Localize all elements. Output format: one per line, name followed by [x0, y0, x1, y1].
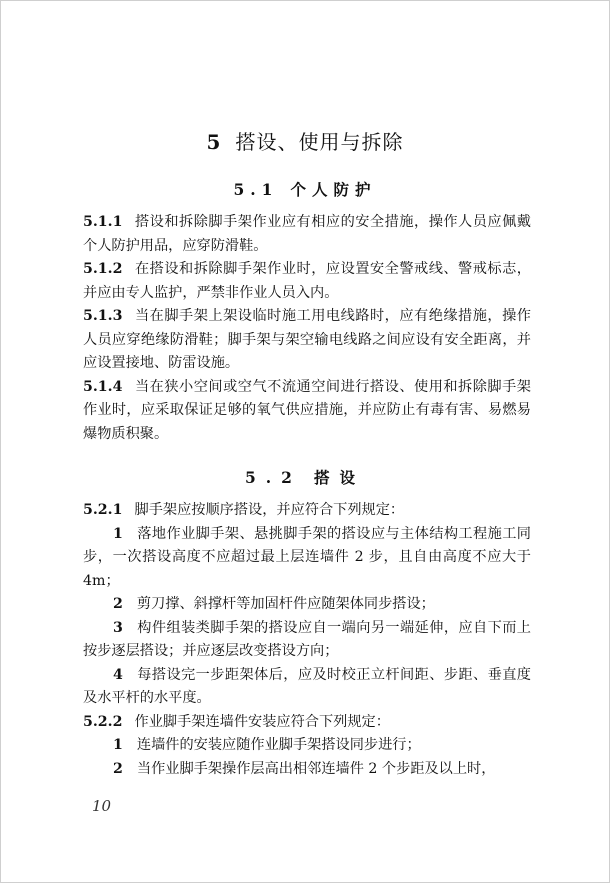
clause [83, 305, 531, 376]
clause-number: 5.2.2 [83, 713, 123, 730]
clause-text: 作业脚手架连墙件安装应符合下列规定： [134, 713, 390, 730]
item-text: 每搭设完一步距架体后，应及时校正立杆间距、步距、垂直度及水平杆的水平度。 [83, 666, 531, 706]
clause-text: 当在狭小空间或空气不流通空间进行搭设、使用和拆除脚手架作业时，应采取保证足够的氧气供应措施，并应防止有毒有害、易燃易爆物质积聚。 [83, 378, 531, 442]
section-body [83, 211, 531, 446]
list-item [83, 523, 531, 594]
section-title-text: 个人防护 [290, 181, 377, 199]
clause-text: 当在脚手架上架设临时施工用电线路时，应有绝缘措施，操作人员应穿绝缘防滑鞋；脚手架与架空输电线路之间应设有安全距离，并应设置接地、防雷设施。 [83, 308, 531, 371]
clause [83, 258, 531, 305]
section-title [0, 466, 610, 488]
clause [83, 499, 531, 523]
item-number: 3 [113, 619, 123, 636]
list-item [83, 758, 531, 782]
clause-text: 脚手架应按顺序搭设，并应符合下列规定： [134, 502, 405, 518]
clause-number: 5.1.2 [83, 261, 123, 277]
clause [83, 376, 531, 447]
section-number: 5.2 [245, 468, 302, 487]
clause-number: 5.2.1 [83, 502, 123, 518]
section-title-text: 搭设 [313, 469, 365, 487]
item-text: 落地作业脚手架、悬挑脚手架的搭设应与主体结构工程施工同步，一次搭设高度不应超过最上层连墙件 2 步，且自由高度不应大于 4m； [83, 525, 531, 589]
chapter-title-text: 搭设、使用与拆除 [235, 130, 404, 154]
list-item [83, 734, 531, 758]
clause-text: 在搭设和拆除脚手架作业时，应设置安全警戒线、警戒标志，并应由专人监护，严禁非作业人员入内。 [83, 261, 531, 301]
item-number: 1 [113, 525, 123, 542]
clause-number: 5.1.3 [83, 308, 123, 324]
chapter-number: 5 [206, 130, 222, 154]
item-number: 1 [113, 737, 123, 753]
item-text: 当作业脚手架操作层高出相邻连墙件 2 个步距及以上时， [136, 760, 496, 777]
item-number: 2 [113, 596, 123, 612]
list-item [83, 664, 531, 711]
item-text: 剪刀撑、斜撑杆等加固杆件应随架体同步搭设； [136, 596, 435, 612]
clause-number: 5.1.4 [83, 378, 123, 395]
list-item [83, 617, 531, 664]
item-text: 连墙件的安装应随作业脚手架搭设同步进行； [136, 737, 421, 753]
clause-text: 搭设和拆除脚手架作业应有相应的安全措施，操作人员应佩戴个人防护用品，应穿防滑鞋。 [83, 214, 531, 254]
list-item [83, 593, 531, 617]
item-text: 构件组装类脚手架的搭设应自一端向另一端延伸，应自下而上按步逐层搭设；并应逐层改变搭设方向； [83, 619, 531, 659]
section-body [83, 499, 531, 781]
clause-number: 5.1.1 [83, 214, 123, 230]
item-number: 2 [113, 760, 123, 777]
section-number: 5.1 [233, 180, 279, 199]
clause [83, 211, 531, 258]
clause [83, 711, 531, 735]
page-number: 10 [92, 797, 112, 815]
item-number: 4 [113, 666, 123, 683]
chapter-title [0, 126, 610, 155]
section-title [0, 178, 610, 200]
